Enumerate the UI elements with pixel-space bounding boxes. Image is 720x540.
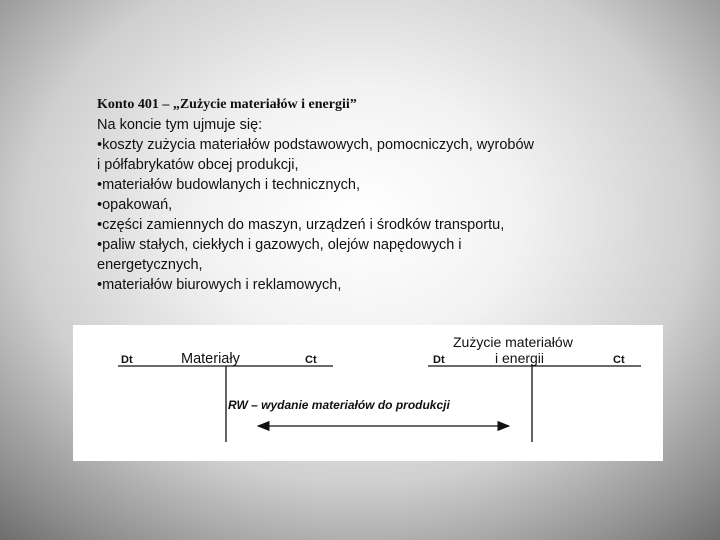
slide-heading: Konto 401 – „Zużycie materiałów i energii”: [97, 97, 357, 112]
left-account-ct: Ct: [305, 354, 317, 366]
right-account-dt: Dt: [433, 354, 445, 366]
body-line: Na koncie tym ujmuje się:: [97, 117, 263, 133]
right-account-name-line1: Zużycie materiałów: [453, 334, 573, 350]
diagram-svg: [73, 325, 663, 461]
slide-body: [97, 95, 657, 295]
body-line: •części zamiennych do maszyn, urządzeń i środków transportu,: [97, 217, 505, 233]
body-line: •opakowań,: [97, 197, 173, 213]
body-line: energetycznych,: [97, 257, 203, 273]
body-line: •materiałów budowlanych i technicznych,: [97, 177, 360, 193]
body-line: •materiałów biurowych i reklamowych,: [97, 277, 342, 293]
left-account-name: Materiały: [181, 351, 240, 367]
t-account-diagram: [73, 325, 663, 461]
body-line: •paliw stałych, ciekłych i gazowych, olejów napędowych i: [97, 237, 462, 253]
right-account-ct: Ct: [613, 354, 625, 366]
flow-label: RW – wydanie materiałów do produkcji: [228, 398, 450, 412]
body-line: •koszty zużycia materiałów podstawowych, pomocniczych, wyrobów: [97, 137, 535, 153]
left-account-dt: Dt: [121, 354, 133, 366]
right-account-name-line2: i energii: [495, 350, 545, 366]
body-line: i półfabrykatów obcej produkcji,: [97, 157, 299, 173]
